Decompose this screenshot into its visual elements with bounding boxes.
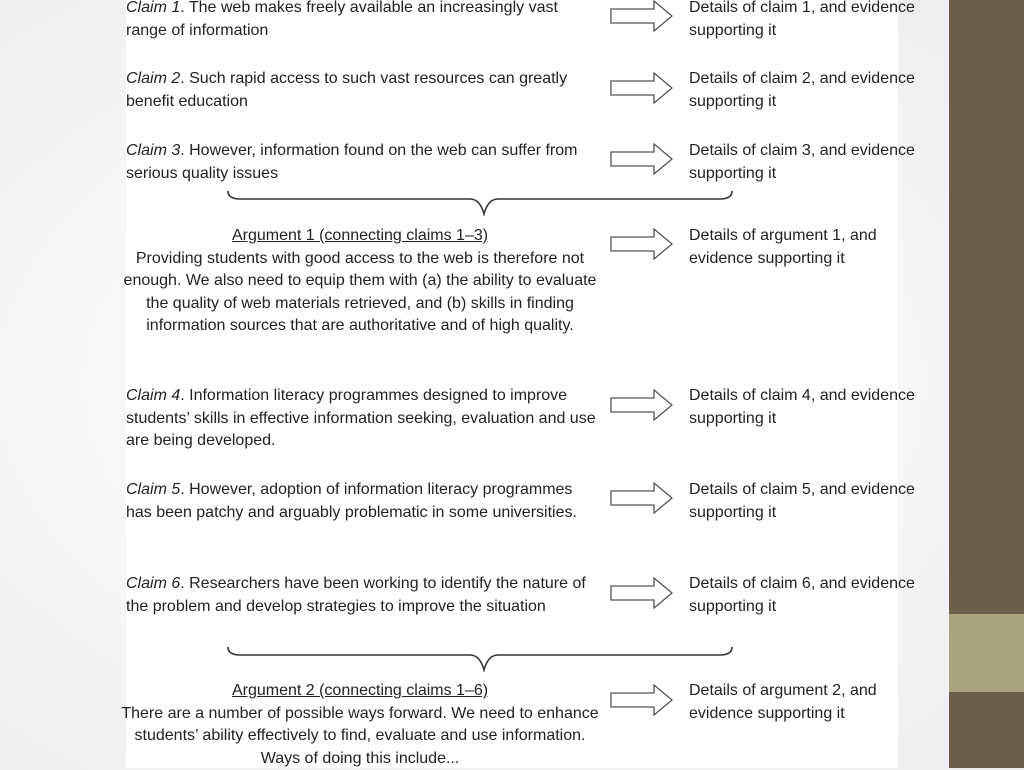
claim-6-text: Researchers have been working to identify the nature of the problem and develop strategies to improve the situation	[126, 575, 586, 615]
right-arrow-icon	[610, 389, 674, 421]
claim-2-text: Such rapid access to such vast resources can greatly benefit education	[126, 70, 567, 110]
argument-1-details: Details of argument 1, and evidence supporting it	[689, 225, 939, 270]
claim-3-label: Claim 3	[126, 142, 180, 159]
claim-5-label: Claim 5	[126, 481, 180, 498]
argument-2-details: Details of argument 2, and evidence supporting it	[689, 680, 939, 725]
right-arrow-icon	[610, 684, 674, 716]
claim-5-text: However, adoption of information literacy programmes has been patchy and arguably problematic in some universities.	[126, 481, 577, 521]
claim-6: Claim 6. Researchers have been working to identify the nature of the problem and develop strategies to improve the situation	[126, 573, 601, 618]
claim-1: Claim 1. The web makes freely available an increasingly vast range of information	[126, 0, 601, 42]
claim-4-details: Details of claim 4, and evidence supporting it	[689, 385, 939, 430]
right-arrow-icon	[610, 228, 674, 260]
claim-1-label: Claim 1	[126, 0, 180, 16]
claim-2: Claim 2. Such rapid access to such vast resources can greatly benefit education	[126, 68, 601, 113]
right-arrow-icon	[610, 577, 674, 609]
sidebar-divider	[947, 0, 949, 768]
claim-1-details: Details of claim 1, and evidence supporting it	[689, 0, 939, 42]
claim-4-label: Claim 4	[126, 387, 180, 404]
argument-1-title: Argument 1 (connecting claims 1–3)	[118, 225, 602, 248]
right-arrow-icon	[610, 0, 674, 32]
claim-3-text: However, information found on the web can suffer from serious quality issues	[126, 142, 577, 182]
brace-connector-1	[224, 190, 736, 216]
right-arrow-icon	[610, 143, 674, 175]
claim-3: Claim 3. However, information found on the web can suffer from serious quality issues	[126, 140, 601, 185]
claim-2-label: Claim 2	[126, 70, 180, 87]
claim-1-text: The web makes freely available an increasingly vast range of information	[126, 0, 558, 39]
argument-2	[118, 680, 602, 770]
claim-5-details: Details of claim 5, and evidence supporting it	[689, 479, 939, 524]
claim-3-details: Details of claim 3, and evidence supporting it	[689, 140, 939, 185]
argument-2-text: There are a number of possible ways forward. We need to enhance students’ ability effectively to find, evaluate and use information. Ways of doing this include...	[118, 703, 602, 770]
right-arrow-icon	[610, 72, 674, 104]
argument-1-text: Providing students with good access to the web is therefore not enough. We also need to equip them with (a) the ability to evaluate the quality of web materials retrieved, and (b) skills in finding information sources that are authoritative and of high quality.	[118, 248, 602, 338]
sidebar-accent-block	[947, 614, 1024, 692]
right-arrow-icon	[610, 482, 674, 514]
argument-2-title: Argument 2 (connecting claims 1–6)	[118, 680, 602, 703]
claim-6-label: Claim 6	[126, 575, 180, 592]
claim-5: Claim 5. However, adoption of information literacy programmes has been patchy and arguably problematic in some universities.	[126, 479, 601, 524]
argument-1	[118, 225, 602, 338]
claim-4-text: Information literacy programmes designed to improve students’ skills in effective information seeking, evaluation and use are being developed.	[126, 387, 596, 449]
brace-connector-2	[224, 646, 736, 672]
claim-6-details: Details of claim 6, and evidence supporting it	[689, 573, 939, 618]
claim-4: Claim 4. Information literacy programmes designed to improve students’ skills in effective information seeking, evaluation and use are being developed.	[126, 385, 601, 453]
claim-2-details: Details of claim 2, and evidence supporting it	[689, 68, 939, 113]
